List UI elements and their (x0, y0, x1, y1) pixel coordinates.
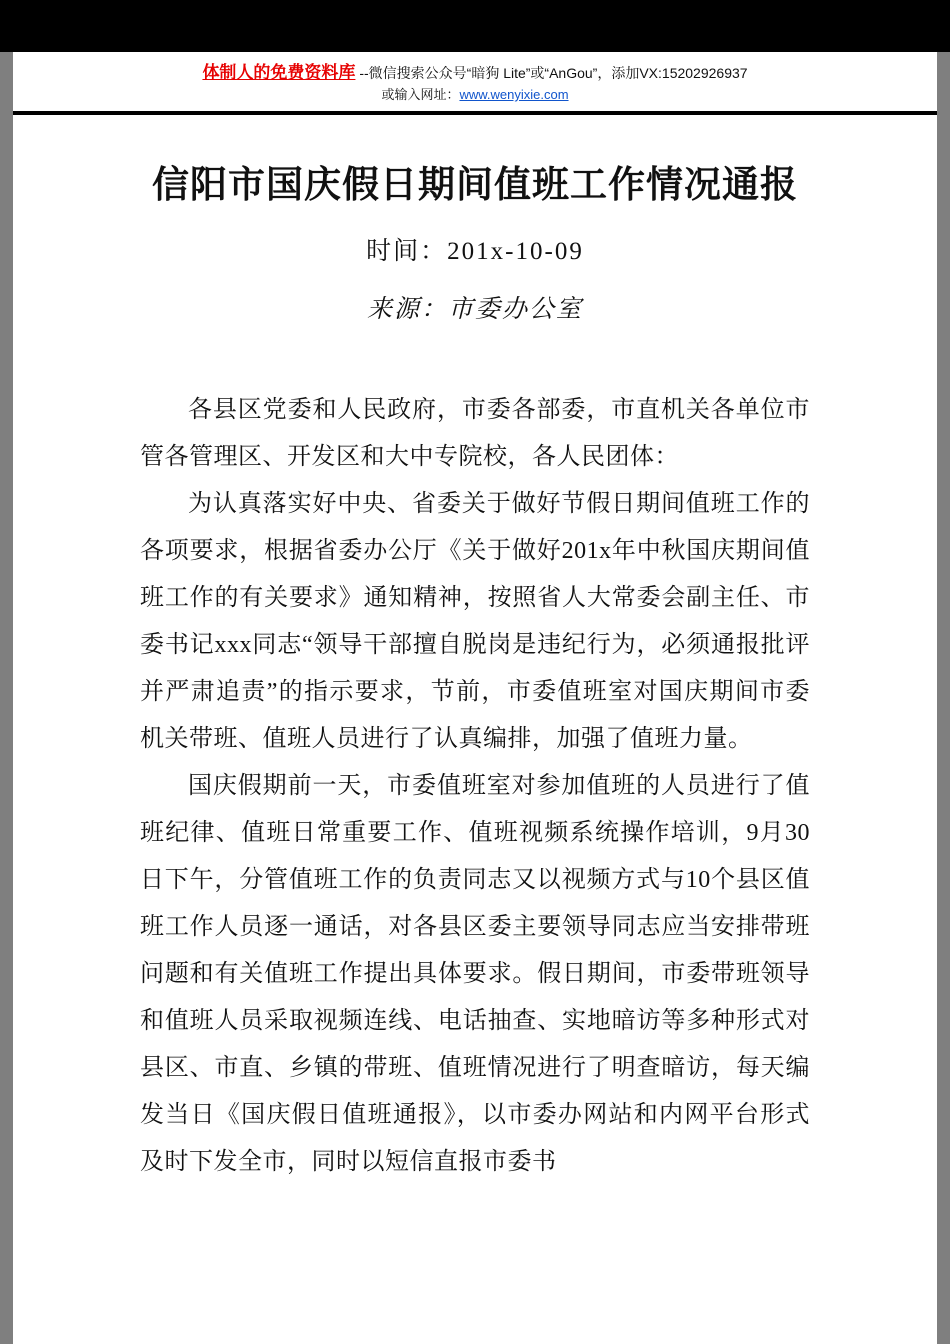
document-source: 来源：市委办公室 (366, 296, 583, 324)
document-page (0, 115, 950, 1186)
promo-line1 (20, 62, 930, 85)
document-time: 时间：201x-10-09 (366, 238, 584, 266)
paragraph-2: 国庆假期前一天，市委值班室对参加值班的人员进行了值班纪律、值班日常重要工作、值班视频系统操作培训，9月30日下午，分管值班工作的负责同志又以视频方式与10个县区值班工作人员逐一通话，对各县区委主要领导同志应当安排带班问题和有关值班工作提出具体要求。假日期间，市委带班领导和值班人员采取视频连线、电话抽查、实地暗访等多种形式对县区、市直、乡镇的带班、值班情况进行了明查暗访，每天编发当日《国庆假日值班通报》，以市委办网站和内网平台形式及时下发全市，同时以短信直报市委书 (140, 773, 810, 1176)
document-body (140, 387, 810, 1186)
promo-url-link[interactable]: www.wenyixie.com (459, 87, 569, 102)
promo-description: --微信搜索公众号“暗狗 Lite”或“AnGou”，添加VX:15202926937 (355, 65, 748, 81)
left-page-margin (0, 52, 13, 1344)
promo-line2 (20, 85, 930, 105)
document-title: 信阳市国庆假日期间值班工作情况通报 (152, 165, 798, 206)
top-black-bar (0, 0, 950, 52)
right-page-margin (937, 52, 950, 1344)
promo-brand: 体制人的免费资料库 (202, 63, 356, 82)
paragraph-salutation: 各县区党委和人民政府，市委各部委，市直机关各单位市管各管理区、开发区和大中专院校，各人民团体： (140, 397, 810, 471)
paragraph-1: 为认真落实好中央、省委关于做好节假日期间值班工作的各项要求，根据省委办公厅《关于做好201x年中秋国庆期间值班工作的有关要求》通知精神，按照省人大常委会副主任、市委书记xxx同志“领导干部擅自脱岗是违纪行为，必须通报批评并严肃追责”的指示要求，节前，市委值班室对国庆期间市委机关带班、值班人员进行了认真编排，加强了值班力量。 (140, 491, 810, 753)
promo-url-label: 或输入网址： (381, 87, 460, 102)
promo-header (0, 52, 950, 115)
